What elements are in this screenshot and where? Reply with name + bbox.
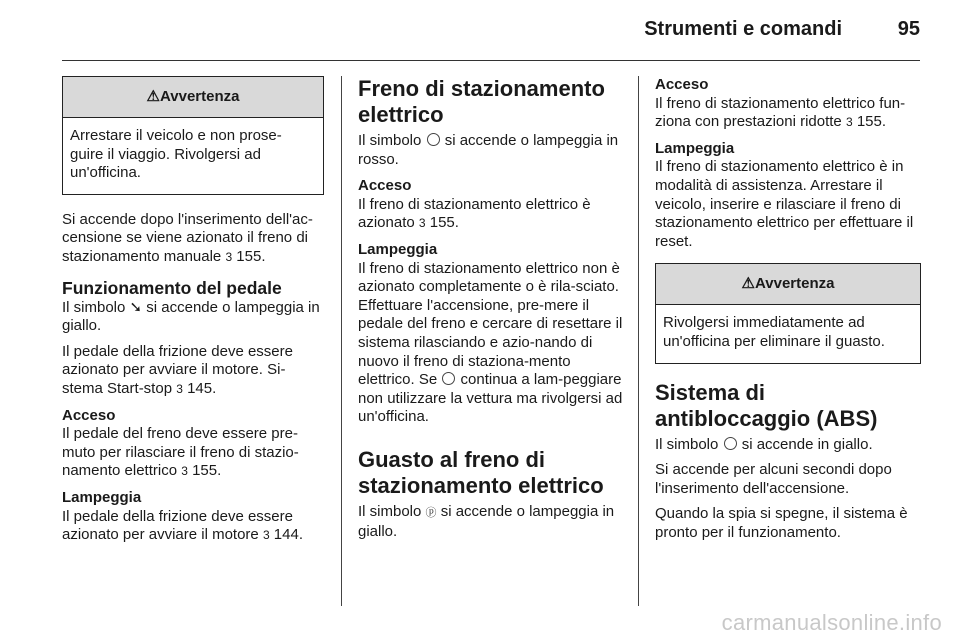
warning-icon: ⚠ [146, 88, 160, 105]
paragraph: Il freno di stazionamento elettrico è azionato 3 155. [358, 195, 591, 232]
page-ref-arrow-icon: 3 [845, 115, 853, 130]
page-ref-arrow-icon: 3 [176, 381, 183, 396]
page-ref-arrow-icon: 3 [262, 528, 270, 543]
warning-icon: ⚠ [741, 275, 755, 293]
subheading-lampeggia: Lampeggia [655, 139, 735, 157]
section-heading-guasto: Guasto al freno di stazionamento elettrico [358, 446, 604, 498]
header-rule [62, 60, 920, 61]
column-divider [341, 76, 342, 606]
warning-header [656, 264, 920, 305]
paragraph: Il pedale della frizione deve essere azionato per avviare il motore. Si-stema Start-stop 3 145. [62, 342, 293, 397]
page-header-title: Strumenti e comandi [644, 18, 842, 40]
page-number: 95 [897, 18, 920, 40]
section-heading-pedale: Funzionamento del pedale [62, 277, 282, 298]
warning-text: Rivolgersi immediatamente ad un'officina per eliminare il guasto. [663, 314, 885, 350]
subheading-acceso: Acceso [655, 76, 709, 93]
warning-box [655, 263, 921, 363]
abs-icon [724, 437, 737, 450]
warning-title: Avvertenza [159, 88, 240, 105]
parking-brake-icon [442, 372, 455, 385]
paragraph: Quando la spia si spegne, il sistema è pronto per il funzionamento. [655, 505, 908, 541]
watermark: carmanualsonline.info [721, 610, 942, 635]
section-heading-abs: Sistema di antibloccaggio (ABS) [655, 379, 878, 431]
page-ref-arrow-icon: 3 [181, 464, 188, 479]
paragraph: Il simbolo ➘ si accende o lampeggia in giallo. [62, 298, 320, 335]
paragraph: Il simbolo si accende in giallo. [655, 435, 873, 453]
page-ref-arrow-icon: 3 [225, 249, 233, 264]
paragraph: Si accende dopo l'inserimento dell'ac-censione se viene azionato il freno di stazionamento manuale 3 155. [62, 210, 313, 265]
warning-box [62, 76, 324, 195]
subheading-acceso: Acceso [62, 406, 116, 424]
paragraph: Il pedale del freno deve essere pre-muto per rilasciare il freno di stazio-namento elettrico 3 155. [62, 425, 299, 480]
brake-fault-icon: ⓟ [425, 506, 437, 519]
section-heading-freno: Freno di stazionamento elettrico [358, 76, 605, 127]
clutch-pedal-icon: ➘ [129, 298, 143, 316]
paragraph: Il pedale della frizione deve essere azionato per avviare il motore 3 144. [62, 507, 303, 544]
column-1 [62, 76, 324, 552]
warning-header [63, 77, 323, 118]
page-ref-arrow-icon: 3 [418, 216, 426, 231]
subheading-lampeggia: Lampeggia [62, 488, 142, 506]
paragraph: Il simbolo si accende o lampeggia in rosso. [358, 132, 619, 168]
paragraph: Il freno di stazionamento elettrico fun-ziona con prestazioni ridotte 3 155. [655, 94, 906, 131]
column-3 [655, 76, 921, 550]
paragraph: Si accende per alcuni secondi dopo l'inserimento dell'accensione. [655, 461, 892, 497]
warning-title: Avvertenza [754, 275, 835, 293]
subheading-acceso: Acceso [358, 177, 412, 195]
column-divider [638, 76, 639, 606]
paragraph: Il simbolo ⓟ si accende o lampeggia in giallo. [358, 502, 615, 540]
paragraph: Il freno di stazionamento elettrico non è azionato completamente o è rila-sciato. Effettuare l'accensione, pre-mere il pedale del freno e cercare di resettare il sistema rilasciando e azio-nando di nuovo il freno di staziona-mento elettrico. Se continua a lam-peggiare non utilizzare la vettura ma rivolgersi ad un'officina. [358, 259, 623, 426]
parking-brake-icon [427, 133, 440, 146]
warning-text: Arrestare il veicolo e non prose-guire il viaggio. Rivolgersi ad un'officina. [70, 127, 282, 182]
column-2 [358, 76, 624, 548]
subheading-lampeggia: Lampeggia [358, 240, 438, 258]
paragraph: Il freno di stazionamento elettrico è in modalità di assistenza. Arrestare il veicolo, inserire e rilasciare il freno di stazionamento elettrico per effettuare il reset. [655, 158, 914, 250]
